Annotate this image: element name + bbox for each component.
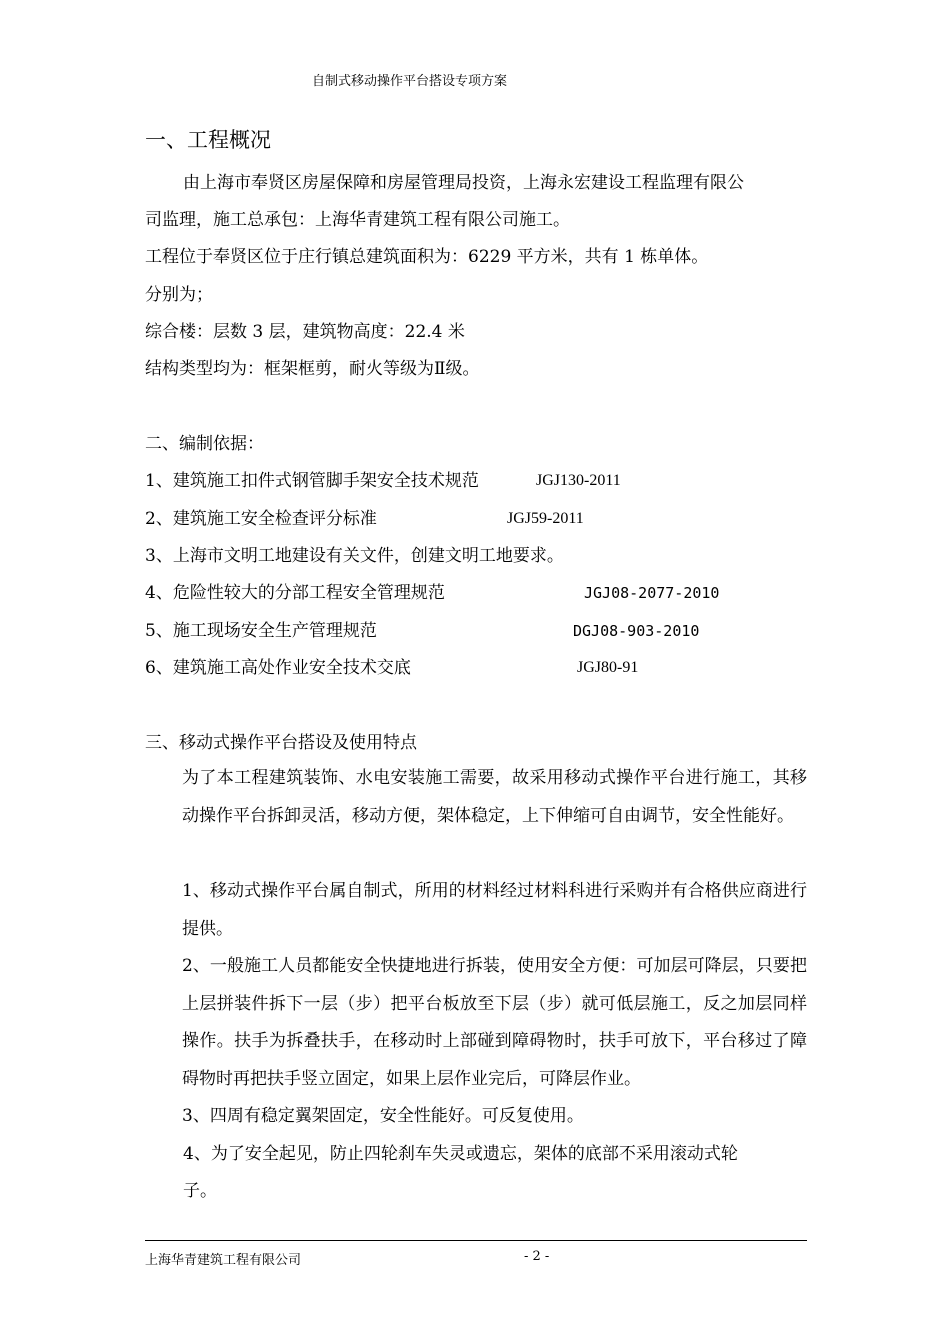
reference-code: DGJ08-903-2010	[573, 622, 700, 640]
reference-item: 4、危险性较大的分部工程安全管理规范	[145, 583, 445, 603]
section1-structure: 结构类型均为：框架框剪，耐火等级为Ⅱ级。	[145, 359, 480, 379]
section1-building: 综合楼：层数 3 层，建筑物高度：22.4 米	[145, 322, 465, 342]
reference-code: JGJ80-91	[577, 659, 639, 676]
reference-item: 3、上海市文明工地建设有关文件，创建文明工地要求。	[145, 546, 564, 566]
section3-item1	[145, 873, 807, 948]
reference-item: 6、建筑施工高处作业安全技术交底	[145, 658, 411, 678]
reference-code: JGJ59-2011	[507, 510, 584, 527]
section1-p1-line1: 由上海市奉贤区房屋保障和房屋管理局投资，上海永宏建设工程监理有限公	[183, 173, 744, 193]
reference-item: 1、建筑施工扣件式钢管脚手架安全技术规范	[145, 471, 479, 491]
section1-heading: 一、工程概况	[145, 128, 271, 152]
section1-split: 分别为；	[145, 285, 213, 305]
section3-item1-text: 1、移动式操作平台属自制式，所用的材料经过材料科进行采购并有合格供应商进行提供。	[182, 881, 807, 939]
section3-item2	[145, 948, 807, 1098]
section3-intro-text: 为了本工程建筑装饰、水电安装施工需要，故采用移动式操作平台进行施工，其移动操作平台拆卸灵活，移动方便，架体稳定，上下伸缩可自由调节，安全性能好。	[182, 768, 807, 826]
footer-page-number: - 2 -	[524, 1249, 550, 1264]
reference-code: JGJ08-2077-2010	[584, 584, 720, 602]
page-header-title: 自制式移动操作平台搭设专项方案	[312, 74, 508, 89]
section3-item2-text: 2、一般施工人员都能安全快捷地进行拆装，使用安全方便：可加层可降层，只要把上层拼装件拆下一层（步）把平台板放至下层（步）就可低层施工，反之加层同样操作。扶手为拆叠扶手，在移动时上部碰到障碍物时，扶手可放下，平台移过了障碍物时再把扶手竖立固定，如果上层作业完后，可降层作业。	[182, 956, 807, 1089]
section3-item4-line2: 子。	[183, 1181, 217, 1201]
section3-intro	[145, 760, 807, 835]
section3-item3-text: 3、四周有稳定翼架固定，安全性能好。可反复使用。	[182, 1106, 584, 1126]
section3-item3	[145, 1098, 807, 1136]
reference-item: 2、建筑施工安全检查评分标准	[145, 509, 377, 529]
footer-rule	[145, 1240, 807, 1241]
section3-item4-line1: 4、为了安全起见，防止四轮刹车失灵或遗忘，架体的底部不采用滚动式轮	[183, 1144, 738, 1164]
section1-location: 工程位于奉贤区位于庄行镇总建筑面积为：6229 平方米，共有 1 栋单体。	[145, 247, 709, 267]
section2-heading: 二、编制依据：	[145, 434, 264, 454]
section1-p1-line2: 司监理，施工总承包：上海华青建筑工程有限公司施工。	[145, 210, 570, 230]
reference-item: 5、施工现场安全生产管理规范	[145, 621, 377, 641]
section3-heading: 三、移动式操作平台搭设及使用特点	[145, 733, 417, 753]
footer-company: 上海华青建筑工程有限公司	[145, 1253, 302, 1268]
reference-code: JGJ130-2011	[536, 472, 621, 489]
